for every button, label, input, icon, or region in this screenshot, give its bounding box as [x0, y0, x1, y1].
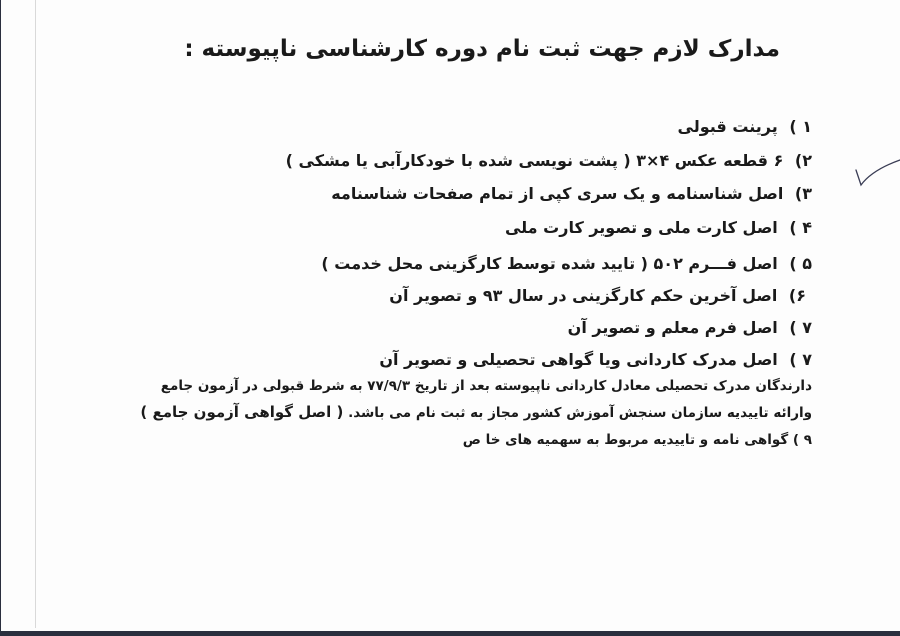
- item-number: ۷ ): [789, 350, 812, 369]
- item-number: ۱ ): [789, 117, 812, 136]
- checkmark-icon: [852, 158, 900, 198]
- list-item-9: [463, 428, 812, 452]
- list-item: [286, 149, 812, 173]
- item-number: ۷ ): [789, 318, 812, 337]
- item-text: اصل فـــرم ۵۰۲ ( تایید شده توسط کارگزینی محل خدمت ): [321, 254, 778, 273]
- item-text: اصل آخرین حکم کارگزینی در سال ۹۳ و تصویر آن: [389, 286, 778, 305]
- scan-fold-line: [35, 0, 36, 628]
- item-number: ۹ ): [792, 432, 812, 448]
- list-item: [321, 252, 812, 276]
- document-title: مدارک لازم جهت ثبت نام دوره کارشناسی ناپیوسته :: [184, 36, 780, 62]
- list-item: [331, 182, 812, 206]
- eligibility-note-text: وارائه تاییدیه سازمان سنجش آموزش کشور مجاز به ثبت نام می باشد.: [348, 405, 812, 421]
- item-text: ۶ قطعه عکس ۴×۳ ( پشت نویسی شده با خودکارآبی یا مشکی ): [285, 151, 784, 170]
- eligibility-note-line-1: دارندگان مدرک تحصیلی معادل کاردانی ناپیوسته بعد از تاریخ ۷۷/۹/۳ به شرط قبولی در آزمون جامع: [160, 378, 812, 394]
- comprehensive-exam-certificate-note: ( اصل گواهی آزمون جامع ): [140, 403, 344, 421]
- scan-bottom-edge: [0, 631, 900, 636]
- item-number: ۴ ): [789, 218, 812, 237]
- list-item: [678, 115, 812, 139]
- eligibility-note-line-2: [140, 400, 812, 425]
- item-text: پرینت قبولی: [677, 117, 778, 136]
- item-text: اصل کارت ملی و تصویر کارت ملی: [504, 218, 778, 237]
- item-number: ۳): [794, 184, 812, 203]
- list-item: [389, 284, 806, 308]
- scan-left-edge: [0, 0, 1, 636]
- item-text: اصل شناسنامه و یک سری کپی از تمام صفحات شناسنامه: [331, 184, 784, 203]
- item-number: ۲): [794, 151, 812, 170]
- item-text: گواهی نامه و تاییدیه مربوط به سهمیه های خا ص: [462, 432, 789, 448]
- list-item: [505, 216, 812, 240]
- item-text: اصل فرم معلم و تصویر آن: [567, 318, 778, 337]
- item-number: ۶): [788, 286, 806, 305]
- item-text: اصل مدرک کاردانی ویا گواهی تحصیلی و تصویر آن: [379, 350, 778, 369]
- item-number: ۵ ): [789, 254, 812, 273]
- list-item: [379, 348, 812, 372]
- list-item: [568, 316, 812, 340]
